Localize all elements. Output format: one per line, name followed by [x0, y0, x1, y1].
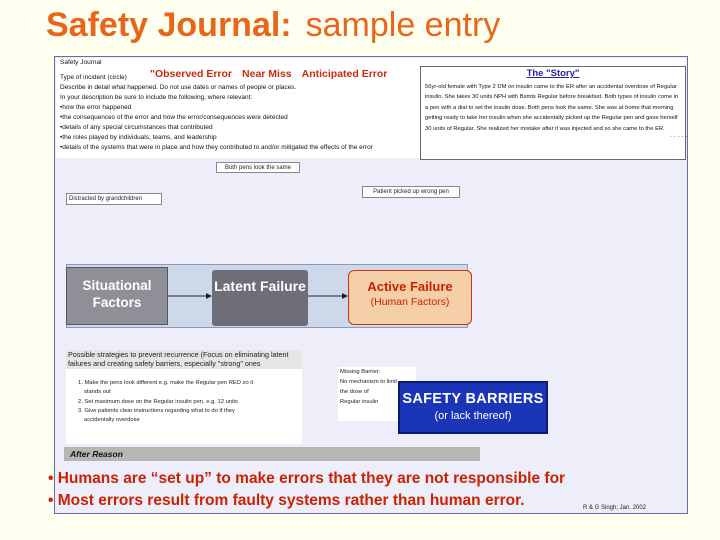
- bullet-point: • Humans are “set up” to make errors that they are not responsible for: [48, 470, 566, 487]
- wrong-pen-box: Patient picked up wrong pen: [362, 186, 460, 198]
- form-item: •details of any special circumstances that contributed: [60, 124, 213, 131]
- missing-line: No mechanism to limit: [340, 379, 398, 385]
- strategy-item: stands out: [84, 389, 111, 395]
- option-near-miss[interactable]: Near Miss: [242, 68, 292, 80]
- form-item: •how the error happened: [60, 104, 132, 111]
- safety-barriers-box: [398, 381, 548, 434]
- story-title: The "Story": [526, 68, 580, 79]
- story-text: 56yr-old female with Type 2 DM on insulin came to the ER after an accidental overdose of Regular insulin. She takes 30 units NPH with Bsmts Regular before breakfast. Both types of insulin come in a pen with a dial to set the insulin dose. Both pens look the same. She was at home that morning getting ready to take her insulin when she accidentally picked up the Regular pen and gave herself 30 units of Regular. She realized her mistake after it was injected and so she came to the ER.: [425, 84, 679, 132]
- strategies-box: [66, 350, 302, 444]
- describe-text: Describe in detail what happened. Do not use dates or names of people or places.: [60, 84, 297, 91]
- strategy-item: 1. Make the pens look different e.g. make the Regular pen RED so it: [78, 380, 254, 386]
- distracted-box: Distracted by grandchildren: [66, 193, 162, 205]
- title-sub: sample entry: [305, 6, 501, 44]
- ellipsis: . . . . .: [670, 132, 688, 139]
- safety-barriers-sub: (or lack thereof): [434, 410, 512, 422]
- after-reason-bar: After Reason: [64, 447, 480, 461]
- form-item: •details of the systems that were in place and how they contributed to and/or mitigated the effects of the error: [60, 144, 373, 151]
- missing-line: the dose of: [340, 389, 369, 395]
- strategy-item: 2. Set maximum dose on the Regular insulin pen, e.g. 12 units: [78, 399, 238, 405]
- arrow-head: [206, 293, 212, 299]
- strategy-item: accidentally overdose: [84, 417, 140, 423]
- incident-label: Type of incident (circle): [60, 74, 127, 81]
- active-failure-title: Active Failure: [367, 279, 453, 294]
- situational-factors-box: Situational Factors: [66, 267, 168, 325]
- pens-same-box: Both pens look the same: [216, 162, 300, 173]
- active-failure-sub: (Human Factors): [370, 296, 450, 308]
- include-text: In your description be sure to include the following, where relevant:: [60, 94, 253, 101]
- form-header: Safety Journal: [60, 59, 102, 66]
- credit-text: R & G Singh; Jan. 2002: [583, 505, 647, 511]
- strategy-item: 3. Give patients clear instructions regarding what to do if they: [78, 408, 235, 414]
- strategies-heading: Possible strategies to prevent recurrence (Focus on eliminating latent failures and creating safety barriers, especially "strong" ones: [66, 350, 302, 369]
- form-item: •the roles played by individuals, teams, and leadership: [60, 134, 217, 141]
- form-item: •the consequences of the error and how the error/consequences were detected: [60, 114, 288, 121]
- missing-line: Regular insulin: [340, 399, 379, 405]
- option-anticipated-error[interactable]: Anticipated Error: [301, 68, 388, 80]
- missing-line: Missing Barrier:: [340, 369, 381, 375]
- option-observed-error[interactable]: "Observed Error: [150, 68, 233, 80]
- bullet-point: • Most errors result from faulty systems rather than human error.: [48, 492, 525, 509]
- latent-failure-box: Latent Failure: [212, 270, 308, 326]
- arrow-head: [342, 293, 348, 299]
- safety-barriers-title: SAFETY BARRIERS: [402, 391, 544, 407]
- title-main: Safety Journal:: [46, 6, 292, 44]
